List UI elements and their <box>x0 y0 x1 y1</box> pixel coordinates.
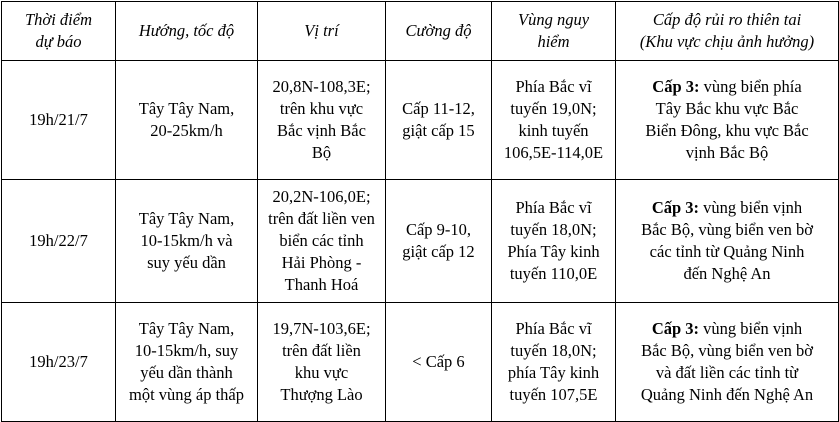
cell-line: trên khu vực <box>279 99 364 118</box>
risk-area-text: vùng biển vịnh <box>703 198 803 217</box>
cell-line: 10-15km/h và <box>140 231 233 250</box>
cell-line <box>619 76 835 98</box>
table-header-row <box>2 2 839 61</box>
cell-line: 106,5E-114,0E <box>503 143 604 162</box>
cell-intensity <box>386 61 492 180</box>
cell-line: trên đất liền <box>282 341 361 360</box>
cell-risk-level <box>616 303 839 422</box>
cell-line: tuyến 110,0E <box>509 264 598 283</box>
risk-area-text: vùng biển phía <box>703 77 802 96</box>
cell-line: Bắc Bộ, vùng biển ven bờ <box>641 220 813 239</box>
header-direction-speed <box>116 2 258 61</box>
cell-line: 19h/21/7 <box>29 110 88 129</box>
cell-line: Tây Tây Nam, <box>138 319 235 338</box>
header-risk-level <box>616 2 839 61</box>
cell-line: 19h/23/7 <box>29 352 88 371</box>
header-line: (Khu vực chịu ảnh hưởng) <box>639 32 815 51</box>
cell-line <box>619 318 835 340</box>
cell-intensity <box>386 303 492 422</box>
cell-line: 20-25km/h <box>150 121 223 140</box>
cell-forecast-time <box>2 303 116 422</box>
header-line: Hướng, tốc độ <box>138 21 235 40</box>
cell-line: < Cấp 6 <box>412 352 465 371</box>
cell-line: một vùng áp thấp <box>128 385 245 404</box>
header-position <box>258 2 386 61</box>
cell-line: 19,7N-103,6E; <box>272 319 371 338</box>
cell-risk-level <box>616 61 839 180</box>
risk-level-label: Cấp 3: <box>651 319 700 338</box>
cell-line: 20,8N-108,3E; <box>272 77 371 96</box>
cell-direction-speed <box>116 61 258 180</box>
cell-line: tuyến 18,0N; <box>510 341 597 360</box>
cell-line: trên đất liền ven <box>268 209 375 228</box>
cell-line: Tây Tây Nam, <box>138 209 235 228</box>
cell-line: giật cấp 15 <box>402 121 475 140</box>
table-row <box>2 303 839 422</box>
cell-forecast-time <box>2 180 116 303</box>
cell-line: 10-15km/h, suy <box>134 341 239 360</box>
cell-line: khu vực <box>294 363 349 382</box>
cell-line: Phía Bắc vĩ <box>515 198 592 217</box>
cell-line: Phía Tây kinh <box>507 242 600 261</box>
cell-line: giật cấp 12 <box>402 242 475 261</box>
header-danger-zone <box>492 2 616 61</box>
header-line: Vùng nguy <box>517 10 590 29</box>
risk-level-label: Cấp 3: <box>652 77 700 96</box>
cell-line: đến Nghệ An <box>683 264 771 283</box>
cell-line: Phía Bắc vĩ <box>515 319 592 338</box>
cell-line: Hải Phòng - <box>281 253 362 272</box>
cell-line: Thượng Lào <box>280 385 363 404</box>
cell-line: Cấp 9-10, <box>405 220 472 239</box>
cell-line: tuyến 18,0N; <box>510 220 597 239</box>
cell-line: Cấp 11-12, <box>402 99 475 118</box>
cell-line: kinh tuyến <box>518 121 589 140</box>
header-line: Vị trí <box>304 21 339 40</box>
header-line: Cường độ <box>405 21 472 40</box>
cell-line: Biển Đông, khu vực Bắc <box>645 121 809 140</box>
cell-forecast-time <box>2 61 116 180</box>
header-intensity <box>386 2 492 61</box>
cell-line: và đất liền các tỉnh từ <box>655 363 799 382</box>
cell-direction-speed <box>116 303 258 422</box>
cell-intensity <box>386 180 492 303</box>
cell-line: biển các tỉnh <box>279 231 364 250</box>
cell-line: tuyến 19,0N; <box>510 99 597 118</box>
cell-line: Quảng Ninh đến Nghệ An <box>640 385 814 404</box>
cell-line: vịnh Bắc Bộ <box>685 143 769 162</box>
cell-position <box>258 61 386 180</box>
cell-risk-level <box>616 180 839 303</box>
header-line: Cấp độ rủi ro thiên tai <box>652 10 802 29</box>
cell-line: yếu dần thành <box>140 363 233 382</box>
cell-position <box>258 180 386 303</box>
table-row <box>2 61 839 180</box>
cell-line: 19h/22/7 <box>29 231 88 250</box>
header-forecast-time <box>2 2 116 61</box>
cell-line: các tỉnh từ Quảng Ninh <box>649 242 805 261</box>
risk-level-label: Cấp 3: <box>651 198 700 217</box>
cell-line: Thanh Hoá <box>284 275 359 294</box>
cell-danger-zone <box>492 180 616 303</box>
cell-line: Tây Bắc khu vực Bắc <box>655 99 799 118</box>
cell-line: tuyến 107,5E <box>509 385 598 404</box>
cell-position <box>258 303 386 422</box>
cell-line: Bắc vịnh Bắc <box>277 121 366 140</box>
cell-line: Tây Tây Nam, <box>138 99 235 118</box>
cell-direction-speed <box>116 180 258 303</box>
header-line: hiểm <box>537 32 570 51</box>
cell-line: suy yếu dần <box>147 253 226 272</box>
cell-danger-zone <box>492 303 616 422</box>
cell-line: Bắc Bộ, vùng biển ven bờ <box>641 341 813 360</box>
cell-line: Phía Bắc vĩ <box>515 77 592 96</box>
table-row <box>2 180 839 303</box>
header-line: dự báo <box>35 32 82 51</box>
cell-line: 20,2N-106,0E; <box>272 187 371 206</box>
cell-line: phía Tây kinh <box>507 363 600 382</box>
cell-danger-zone <box>492 61 616 180</box>
forecast-table <box>1 1 839 422</box>
risk-area-text: vùng biển vịnh <box>703 319 803 338</box>
header-line: Thời điểm <box>24 10 92 29</box>
cell-line <box>619 197 835 219</box>
cell-line: Bộ <box>311 143 332 162</box>
